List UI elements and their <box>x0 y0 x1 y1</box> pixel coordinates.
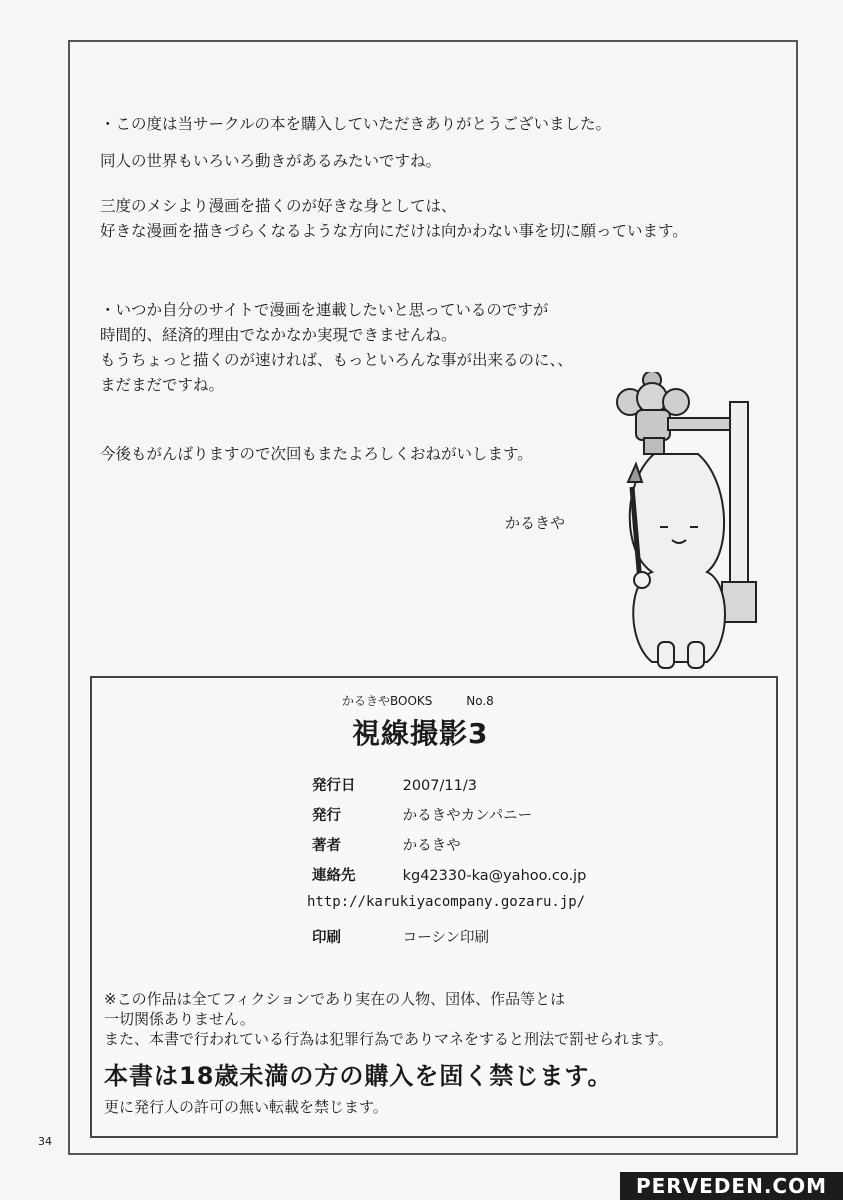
info-label: 連絡先 <box>312 868 356 884</box>
series-line <box>342 692 494 709</box>
info-value: かるきやカンパニー <box>402 808 533 824</box>
afterword-line: ・この度は当サークルの本を購入していただきありがとうございました。 <box>100 115 612 133</box>
afterword-paragraph <box>100 149 441 174</box>
info-label: 発行日 <box>312 778 356 794</box>
series-name: かるきやBOOKS <box>342 694 433 708</box>
issue-number: No.8 <box>466 694 494 708</box>
afterword-line: 今後もがんばりますので次回もまたよろしくおねがいします。 <box>100 445 533 463</box>
info-row-author <box>312 834 461 855</box>
afterword-line: 好きな漫画を描きづらくなるような方向にだけは向かわない事を切に願っています。 <box>100 222 688 240</box>
website-url: http://karukiyacompany.gozaru.jp/ <box>307 894 586 910</box>
afterword-paragraph <box>100 194 688 244</box>
afterword-line: もうちょっと描くのが速ければ、もっといろんな事が出来るのに、、 <box>100 351 573 369</box>
info-value: 2007/11/3 <box>402 778 477 794</box>
info-row-printer <box>312 926 489 947</box>
info-value: かるきや <box>402 838 461 854</box>
colophon-box <box>90 676 778 1138</box>
fiction-notice: ※この作品は全てフィクションであり実在の人物、団体、作品等とは <box>104 990 566 1008</box>
info-row-contact <box>312 864 586 885</box>
afterword-line: ・いつか自分のサイトで漫画を連載したいと思っているのですが <box>100 301 549 319</box>
info-label: 発行 <box>312 808 341 824</box>
mascot-illustration <box>612 372 762 682</box>
info-row-publisher <box>312 804 532 825</box>
fiction-notice: 一切関係ありません。 <box>104 1010 255 1028</box>
info-row-date <box>312 774 477 795</box>
afterword-line: まだまだですね。 <box>100 376 225 394</box>
contact-email: kg42330-ka@yahoo.co.jp <box>402 868 587 884</box>
afterword-line: 時間的、経済的理由でなかなか実現できませんね。 <box>100 326 457 344</box>
reprint-notice: 更に発行人の許可の無い転載を禁じます。 <box>104 1098 388 1116</box>
afterword-paragraph <box>100 112 611 137</box>
page-number: 34 <box>38 1135 52 1148</box>
afterword-line: 三度のメシより漫画を描くのが好きな身としては、 <box>100 197 457 215</box>
info-label: 印刷 <box>312 930 341 946</box>
afterword-paragraph <box>100 442 533 467</box>
age-restriction-notice: 本書は18歳未満の方の購入を固く禁じます。 <box>104 1062 613 1090</box>
law-notice: また、本書で行われている行為は犯罪行為でありマネをすると刑法で罰せられます。 <box>104 1030 673 1048</box>
afterword-line: 同人の世界もいろいろ動きがあるみたいですね。 <box>100 152 442 170</box>
signature: かるきや <box>505 514 566 532</box>
afterword-paragraph <box>100 298 573 398</box>
info-label: 著者 <box>312 838 341 854</box>
book-title: 視線撮影3 <box>352 717 489 750</box>
watermark: PERVEDEN.COM <box>620 1172 843 1200</box>
info-value: コーシン印刷 <box>402 930 489 946</box>
